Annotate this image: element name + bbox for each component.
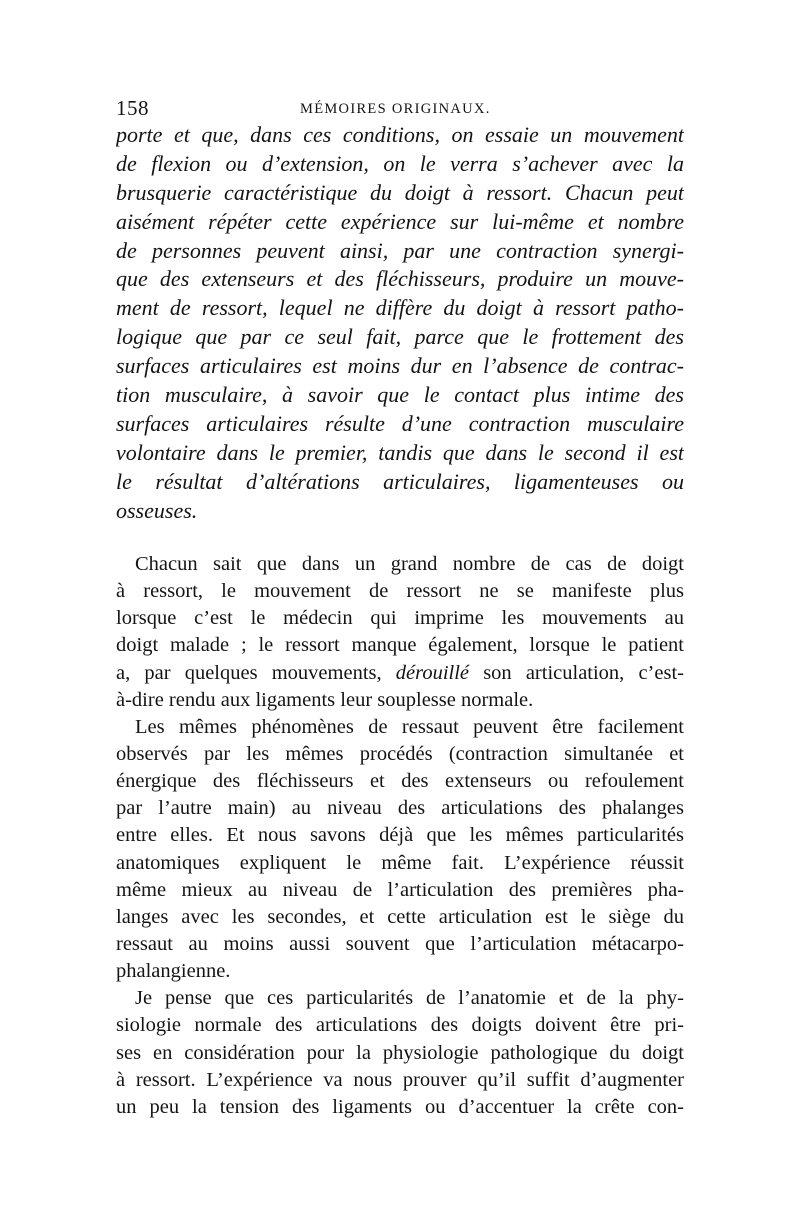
text-line: surfaces articulaires résulte d’une contraction musculaire xyxy=(116,410,684,436)
text-line: phalangienne. xyxy=(116,960,231,983)
text-line xyxy=(116,660,684,687)
text-line: siologie normale des articulations des doigts doivent être pri- xyxy=(116,1014,684,1037)
text-line: même mieux au niveau de l’articulation des premières pha- xyxy=(116,878,684,901)
text-line: lorsque c’est le médecin qui imprime les mouvements au xyxy=(116,607,684,630)
text-line: ses en considération pour la physiologie pathologique du doigt xyxy=(116,1041,684,1064)
text-line: Les mêmes phénomènes de ressaut peuvent être facilement xyxy=(135,715,684,738)
text-line: un peu la tension des ligaments ou d’accentuer la crête con- xyxy=(116,1095,684,1118)
text-line: Chacun sait que dans un grand nombre de cas de doigt xyxy=(135,553,684,575)
text-line: volontaire dans le premier, tandis que dans le second il est xyxy=(116,439,684,465)
text-line: à ressort, le mouvement de ressort ne se manifeste plus xyxy=(116,580,684,603)
text-line: ment de ressort, lequel ne diffère du doigt à ressort patho- xyxy=(116,295,684,321)
body-text xyxy=(116,551,684,1121)
text-line: énergique des fléchisseurs et des extenseurs ou refoulement xyxy=(116,770,684,793)
text-line: le résultat d’altérations articulaires, ligamenteuses ou xyxy=(116,468,684,494)
text-line: osseuses. xyxy=(116,497,198,523)
text-line: doigt malade ; le ressort manque également, lorsque le patient xyxy=(116,634,684,657)
text-line: Je pense que ces particularités de l’anatomie et de la phy- xyxy=(135,987,684,1010)
text-line: à ressort. L’expérience va nous prouver qu’il suffit d’augmenter xyxy=(116,1068,684,1091)
text-line: brusquerie caractéristique du doigt à ressort. Chacun peut xyxy=(116,179,684,205)
text-line: de flexion ou d’extension, on le verra s’achever avec la xyxy=(116,150,684,176)
text-line: aisément répéter cette expérience sur lui-même et nombre xyxy=(116,208,684,234)
italic-paragraph xyxy=(116,121,684,525)
emphasis-word: dérouillé xyxy=(395,661,470,684)
text-run: a, par quelques mouvements, xyxy=(116,661,396,684)
text-line: entre elles. Et nous savons déjà que les mêmes particularités xyxy=(116,824,684,847)
text-line: langes avec les secondes, et cette articulation est le siège du xyxy=(116,905,684,928)
text-line: par l’autre main) au niveau des articulations des phalanges xyxy=(116,797,684,820)
text-line: tion musculaire, à savoir que le contact plus intime des xyxy=(116,382,684,408)
text-line: surfaces articulaires est moins dur en l’absence de contrac- xyxy=(116,353,684,379)
text-line: observés par les mêmes procédés (contraction simultanée et xyxy=(116,742,684,765)
page-number: 158 xyxy=(116,96,149,120)
text-line: que des extenseurs et des fléchisseurs, produire un mouve- xyxy=(116,266,684,292)
text-line: anatomiques expliquent le même fait. L’expérience réussit xyxy=(116,851,684,874)
text-line: ressaut au moins aussi souvent que l’articulation métacarpo- xyxy=(116,932,684,955)
text-line: logique que par ce seul fait, parce que le frottement des xyxy=(116,324,684,350)
text-line: de personnes peuvent ainsi, par une contraction synergi- xyxy=(116,237,684,263)
text-line: porte et que, dans ces conditions, on essaie un mouvement xyxy=(116,122,684,147)
text-line: à-dire rendu aux ligaments leur souplesse normale. xyxy=(116,688,534,711)
text-run: son articulation, c’est- xyxy=(469,661,684,684)
running-title: MÉMOIRES ORIGINAUX. xyxy=(300,101,491,117)
